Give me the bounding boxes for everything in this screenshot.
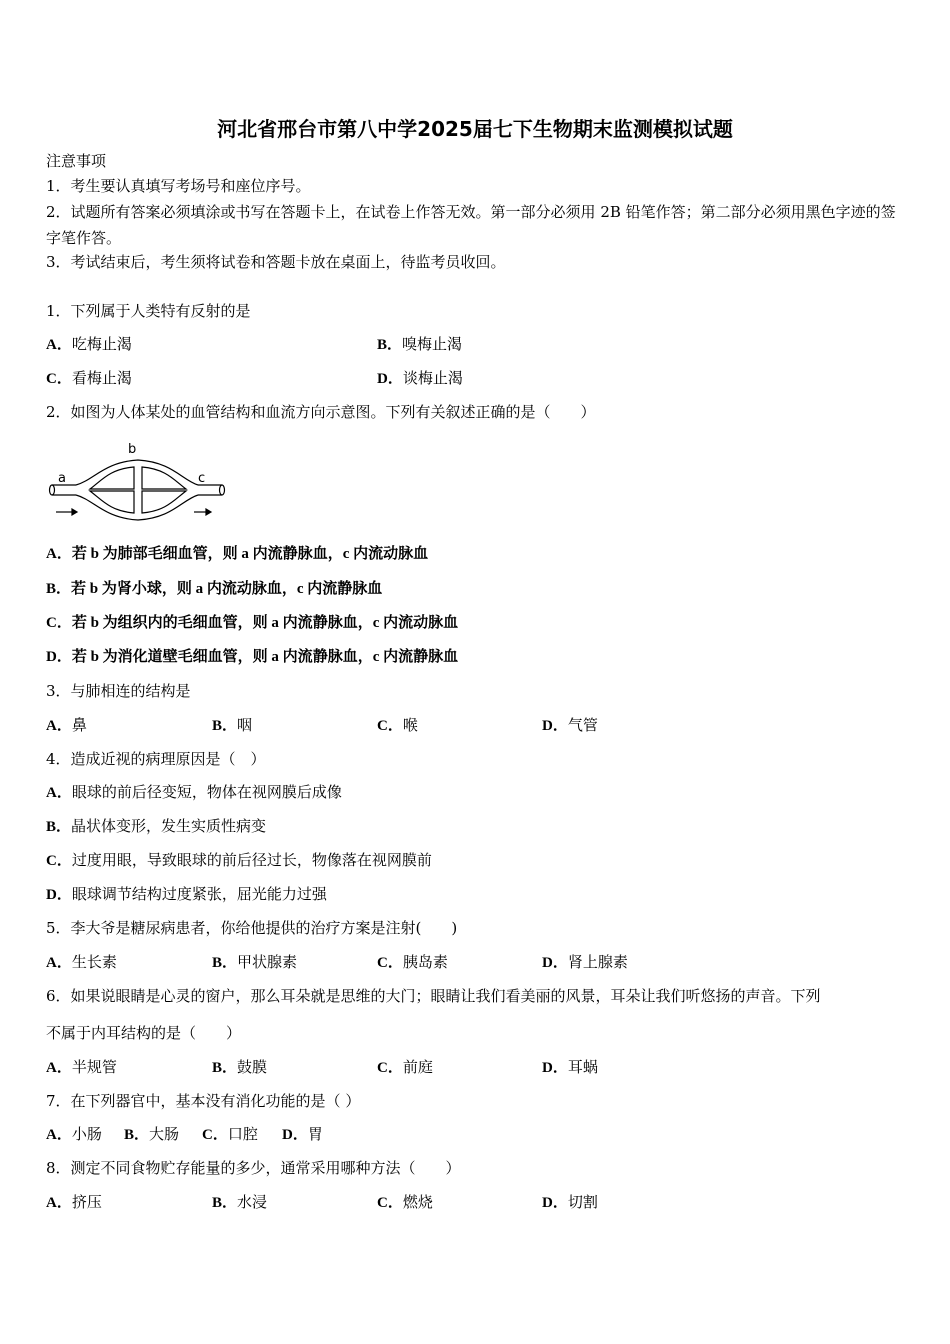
question-5-stem: 5．李大爷是糖尿病患者，你给他提供的治疗方案是注射( )	[46, 919, 458, 937]
question-7-stem: 7．在下列器官中，基本没有消化功能的是（ ）	[46, 1092, 361, 1110]
question-2-option-d[interactable]	[46, 647, 458, 667]
question-1-option-b[interactable]	[377, 334, 462, 355]
option-letter: D．	[282, 1127, 308, 1143]
option-text: 若 b 为肾小球，则 a 内流动脉血，c 内流静脉血	[71, 581, 383, 597]
option-letter: C．	[377, 1060, 403, 1076]
option-text: 大肠	[149, 1125, 180, 1143]
option-letter: B．	[212, 1060, 238, 1076]
option-text: 肾上腺素	[567, 953, 628, 971]
option-text: 看梅止渴	[71, 369, 132, 387]
question-5-option-c[interactable]	[377, 952, 448, 973]
option-text: 晶状体变形，发生实质性病变	[71, 817, 267, 835]
option-letter: C．	[377, 1195, 403, 1211]
option-text: 咽	[237, 716, 253, 734]
question-1-option-a[interactable]	[46, 334, 132, 355]
question-6-option-b[interactable]	[212, 1057, 267, 1078]
option-letter: A．	[46, 718, 72, 734]
option-letter: A．	[46, 785, 72, 801]
option-text: 胰岛素	[402, 953, 448, 971]
option-letter: D．	[542, 955, 568, 971]
option-text: 前庭	[402, 1058, 433, 1076]
option-text: 气管	[567, 716, 598, 734]
blood-vessel-diagram	[46, 440, 236, 525]
option-letter: B．	[124, 1127, 150, 1143]
option-text: 若 b 为肺部毛细血管，则 a 内流静脉血，c 内流动脉血	[71, 546, 429, 562]
option-text: 口腔	[227, 1125, 258, 1143]
question-5-option-b[interactable]	[212, 952, 297, 973]
question-4-option-c[interactable]	[46, 850, 432, 871]
question-2-option-b[interactable]	[46, 579, 382, 599]
option-text: 挤压	[71, 1193, 102, 1211]
option-text: 鼓膜	[237, 1058, 268, 1076]
question-6-stem-continued: 不属于内耳结构的是（ ）	[46, 1024, 242, 1042]
option-text: 耳蜗	[567, 1058, 598, 1076]
question-8-stem: 8．测定不同食物贮存能量的多少，通常采用哪种方法（ ）	[46, 1159, 461, 1177]
notice-heading: 注意事项	[46, 152, 107, 170]
notice-item-2: 2．试题所有答案必须填涂或书写在答题卡上，在试卷上作答无效。第一部分必须用 2B 铅笔作答；第二部分必须用黑色字迹的签字笔作答。	[46, 203, 896, 247]
option-text: 胃	[307, 1125, 323, 1143]
question-1-option-c[interactable]	[46, 368, 132, 389]
option-text: 鼻	[71, 716, 87, 734]
question-1-option-d[interactable]	[377, 368, 463, 389]
label-b: b	[128, 442, 137, 457]
option-text: 眼球调节结构过度紧张，屈光能力过强	[71, 885, 327, 903]
question-8-option-d[interactable]	[542, 1192, 598, 1213]
question-7-option-a[interactable]	[46, 1124, 102, 1145]
question-7-option-b[interactable]	[124, 1124, 179, 1145]
option-text: 眼球的前后径变短，物体在视网膜后成像	[71, 783, 342, 801]
option-letter: B．	[212, 955, 238, 971]
option-letter: A．	[46, 1127, 72, 1143]
question-3-option-a[interactable]	[46, 715, 87, 736]
question-3-option-d[interactable]	[542, 715, 598, 736]
label-c: c	[198, 471, 206, 486]
question-4-option-d[interactable]	[46, 884, 327, 905]
question-4-stem: 4．造成近视的病理原因是（ ）	[46, 750, 266, 768]
option-letter: A．	[46, 955, 72, 971]
option-letter: A．	[46, 1060, 72, 1076]
option-letter: B．	[46, 819, 72, 835]
question-5-option-a[interactable]	[46, 952, 117, 973]
option-letter: D．	[542, 1060, 568, 1076]
option-letter: D．	[46, 887, 72, 903]
question-4-option-b[interactable]	[46, 816, 266, 837]
option-text: 小肠	[71, 1125, 102, 1143]
question-7-option-c[interactable]	[202, 1124, 258, 1145]
option-letter: D．	[46, 649, 72, 665]
option-letter: B．	[46, 581, 72, 597]
question-6-option-a[interactable]	[46, 1057, 117, 1078]
option-letter: D．	[377, 371, 403, 387]
option-letter: C．	[202, 1127, 228, 1143]
option-text: 切割	[567, 1193, 598, 1211]
question-3-option-b[interactable]	[212, 715, 252, 736]
option-text: 甲状腺素	[237, 953, 298, 971]
option-text: 过度用眼，导致眼球的前后径过长，物像落在视网膜前	[71, 851, 432, 869]
option-text: 喉	[402, 716, 418, 734]
question-2-option-a[interactable]	[46, 544, 428, 564]
option-letter: B．	[212, 718, 238, 734]
option-text: 谈梅止渴	[402, 369, 463, 387]
question-6-stem: 6．如果说眼睛是心灵的窗户，那么耳朵就是思维的大门；眼睛让我们看美丽的风景，耳朵让我们听悠扬的声音。下列	[46, 987, 821, 1005]
option-letter: A．	[46, 546, 72, 562]
option-text: 嗅梅止渴	[402, 335, 463, 353]
question-8-option-a[interactable]	[46, 1192, 102, 1213]
notice-item-1: 1．考生要认真填写考场号和座位序号。	[46, 177, 311, 195]
option-text: 若 b 为消化道壁毛细血管，则 a 内流静脉血，c 内流静脉血	[71, 649, 459, 665]
option-letter: D．	[542, 1195, 568, 1211]
page-title: 河北省邢台市第八中学2025届七下生物期末监测模拟试题	[217, 117, 733, 141]
option-text: 吃梅止渴	[71, 335, 132, 353]
option-letter: C．	[46, 853, 72, 869]
question-2-stem: 2．如图为人体某处的血管结构和血流方向示意图。下列有关叙述正确的是（ ）	[46, 403, 596, 421]
option-letter: B．	[212, 1195, 238, 1211]
option-letter: A．	[46, 337, 72, 353]
question-4-option-a[interactable]	[46, 782, 342, 803]
option-letter: B．	[377, 337, 403, 353]
option-text: 半规管	[71, 1058, 117, 1076]
option-text: 水浸	[237, 1193, 268, 1211]
notice-item-3: 3．考试结束后，考生须将试卷和答题卡放在桌面上，待监考员收回。	[46, 253, 506, 271]
option-text: 燃烧	[402, 1193, 433, 1211]
question-6-option-c[interactable]	[377, 1057, 433, 1078]
question-7-option-d[interactable]	[282, 1124, 323, 1145]
option-letter: C．	[46, 615, 72, 631]
option-letter: C．	[377, 955, 403, 971]
question-1-stem: 1．下列属于人类特有反射的是	[46, 302, 251, 320]
question-8-option-c[interactable]	[377, 1192, 433, 1213]
question-3-stem: 3．与肺相连的结构是	[46, 682, 191, 700]
question-6-option-d[interactable]	[542, 1057, 598, 1078]
option-text: 若 b 为组织内的毛细血管，则 a 内流静脉血，c 内流动脉血	[71, 615, 459, 631]
option-letter: D．	[542, 718, 568, 734]
option-text: 生长素	[71, 953, 117, 971]
question-2-option-c[interactable]	[46, 613, 458, 633]
question-5-option-d[interactable]	[542, 952, 628, 973]
option-letter: C．	[377, 718, 403, 734]
question-3-option-c[interactable]	[377, 715, 418, 736]
option-letter: A．	[46, 1195, 72, 1211]
option-letter: C．	[46, 371, 72, 387]
label-a: a	[58, 471, 66, 486]
question-8-option-b[interactable]	[212, 1192, 267, 1213]
